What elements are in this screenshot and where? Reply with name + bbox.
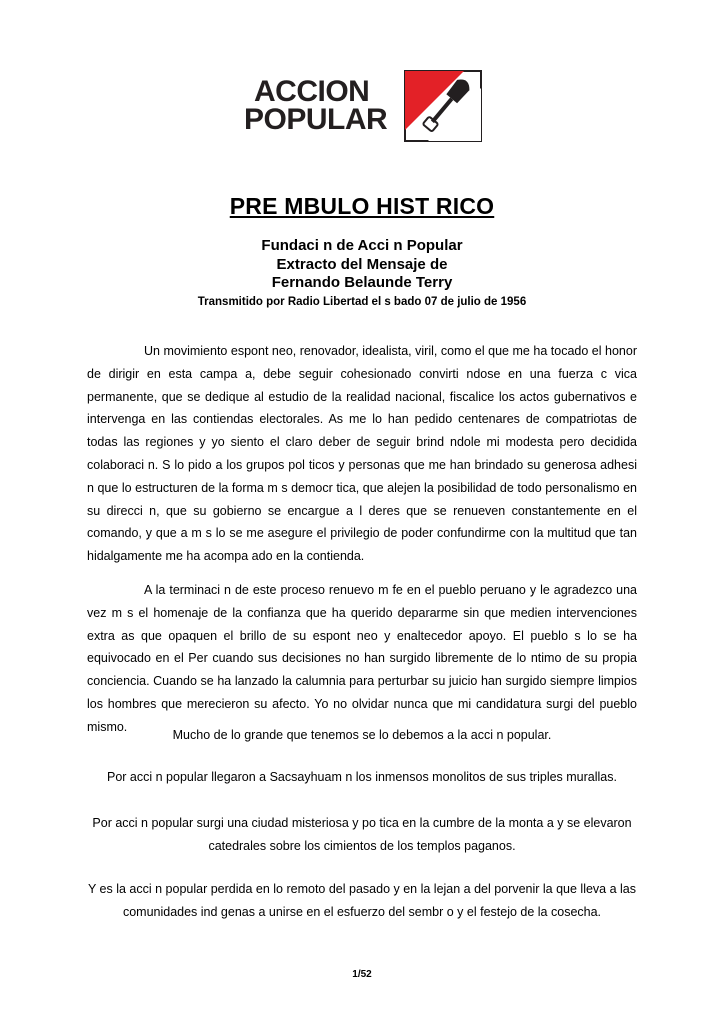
- paragraph-1: Un movimiento espont neo, renovador, idealista, viril, como el que me ha tocado el honor de dirigir en esta campa a, debe seguir cohesionado convirti ndose en una fuerza c vica permanente, que se dedique al estudio de la realidad nacional, fiscalice los actos gubernativos e intervenga en las contiendas electorales. As me lo han pedido centenares de compatriotas de todas las regiones y yo siento el claro deber de seguir brind ndole mi modesta pero decidida colaboraci n. S lo pido a los grupos pol ticos y personas que me han brindado su generosa adhesi n que lo estructuren de la forma m s democr tica, que alejen la posibilidad de todo personalismo en su direcci n, que su gobierno se encargue a l deres que se renueven constantemente en el comando, y que a m s lo se me asegure el privilegio de poder confundirme con la multitud que tan hidalgamente me ha acompa ado en la contienda.: [87, 344, 637, 564]
- centered-paragraph-4: Y es la acci n popular perdida en lo remoto del pasado y en la lejan a del porvenir la que lleva a las comunidades ind genas a unirse en el esfuerzo del sembr o y el festejo de la cosecha.: [87, 882, 637, 919]
- subtitle-line-3: Fernando Belaunde Terry: [271, 274, 453, 291]
- centered-paragraph-2: Por acci n popular llegaron a Sacsayhuam n los inmensos monolitos de sus triples murallas.: [107, 770, 617, 784]
- logo-wordmark: [244, 75, 402, 136]
- centered-paragraph-3: Por acci n popular surgi una ciudad misteriosa y po tica en la cumbre de la monta a y se elevaron catedrales sobre los cimientos de los templos paganos.: [92, 816, 632, 853]
- page-title: PRE MBULO HIST RICO: [229, 193, 495, 219]
- accion-popular-logo: [244, 70, 484, 142]
- logo-line-1: ACCION: [254, 75, 370, 108]
- logo-line-2: POPULAR: [244, 103, 388, 136]
- paragraph-2: A la terminaci n de este proceso renuevo m fe en el pueblo peruano y le agradezco una vez m s el homenaje de la confianza que ha querido depararme sin que medien intervenciones extra as que opaquen el brillo de su espont neo y enaltecedor apoyo. El pueblo s lo se ha equivocado en el Per cuando sus decisiones no han surgido libremente de lo ntimo de su propia conciencia. Cuando se ha lanzado la calumnia para perturbar su juicio han surgido siempre limpios los hombres que merecieron su afecto. Yo no olvidar nunca que mi candidatura surgi del pueblo mismo.: [87, 583, 637, 734]
- subtitle-line-1: Fundaci n de Acci n Popular: [261, 237, 463, 254]
- subtitle-line-2: Extracto del Mensaje de: [276, 256, 448, 273]
- subtitle-line-4: Transmitido por Radio Libertad el s bado 07 de julio de 1956: [197, 296, 527, 308]
- page-number: 1/52: [352, 969, 372, 980]
- centered-paragraph-1: Mucho de lo grande que tenemos se lo debemos a la acci n popular.: [172, 728, 552, 742]
- shovel-emblem-icon: [404, 70, 482, 142]
